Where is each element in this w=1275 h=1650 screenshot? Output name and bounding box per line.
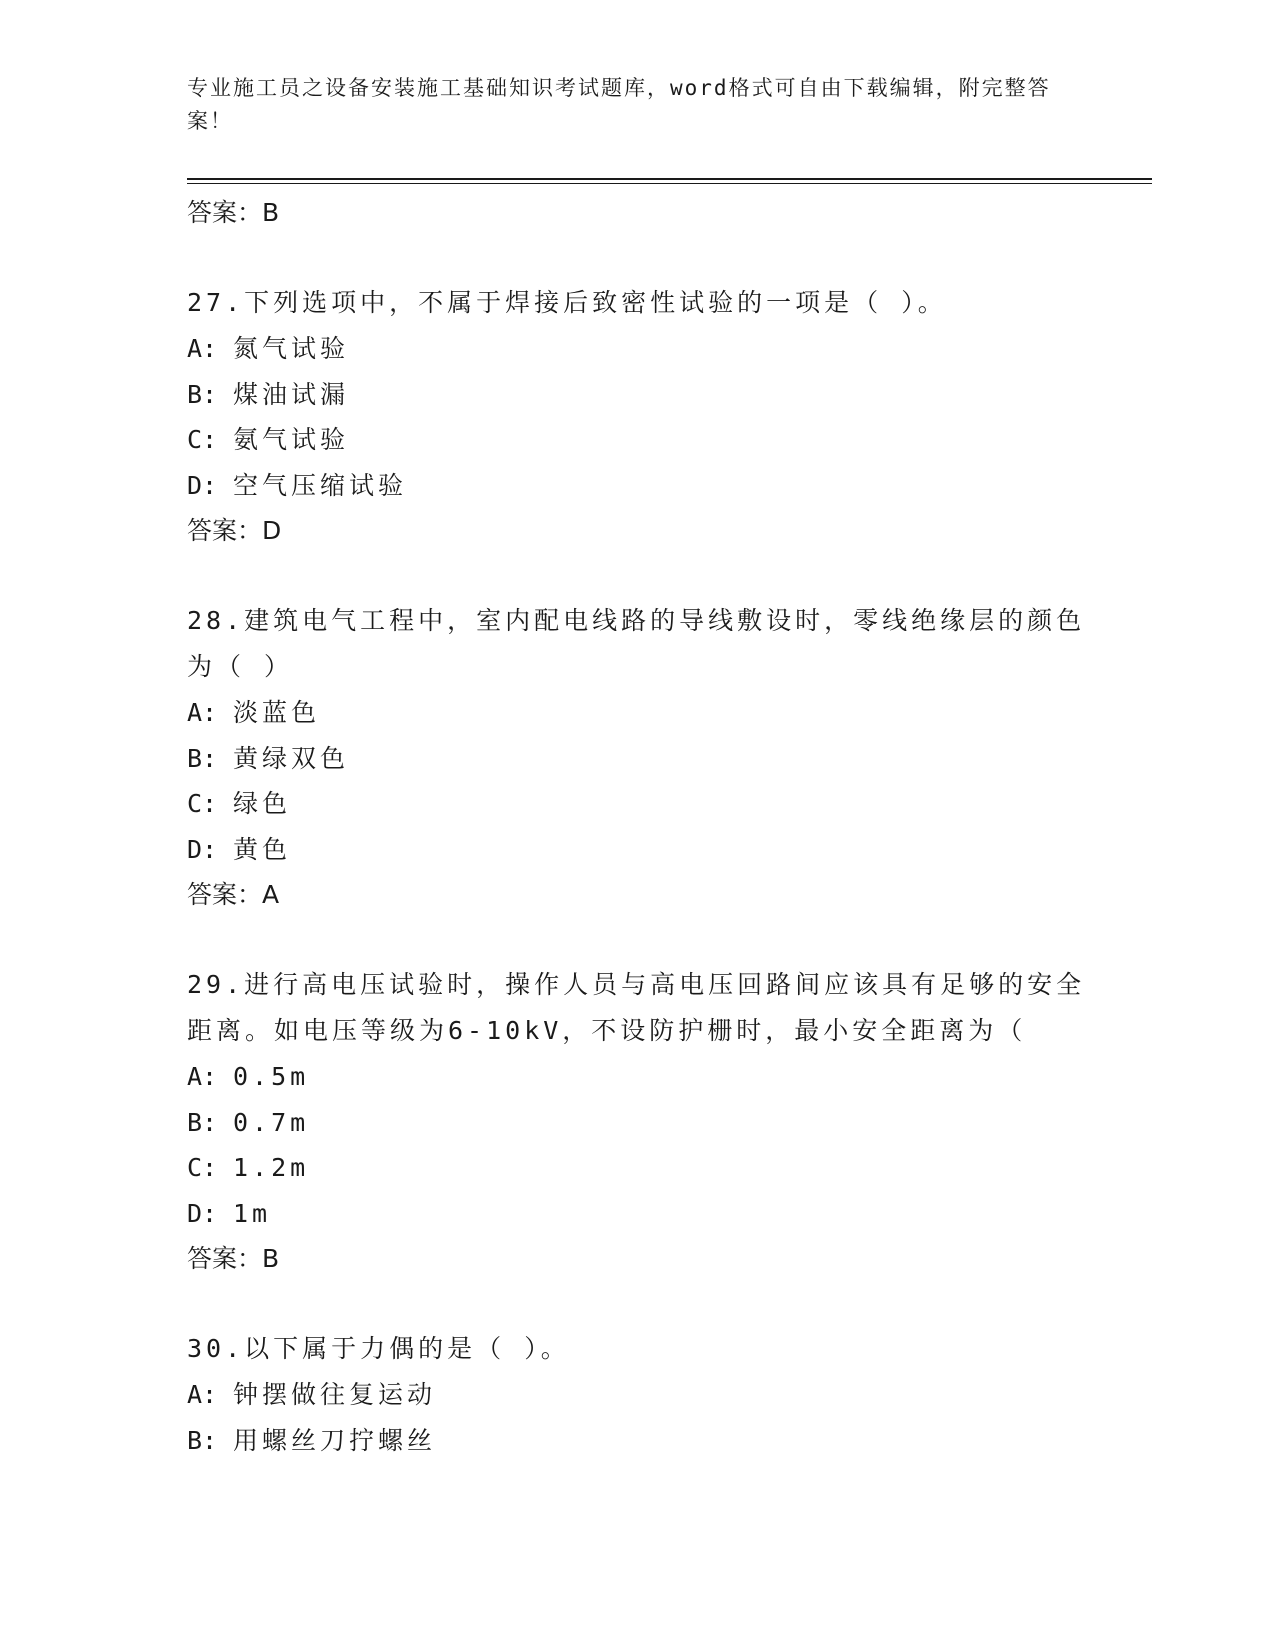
option-text: 黄色	[233, 834, 292, 864]
option-c	[187, 1145, 1087, 1191]
option-text: 黄绿双色	[233, 743, 350, 773]
option-text: 绿色	[233, 789, 292, 818]
answer-line: 答案：A	[187, 880, 280, 909]
header-rule-thin	[187, 183, 1152, 184]
option-text: 1.2m	[233, 1153, 310, 1182]
answer-line: 答案：D	[187, 516, 282, 545]
option-letter: C:	[187, 1153, 218, 1182]
option-text: 煤油试漏	[233, 379, 350, 409]
option-letter: A:	[187, 1062, 218, 1091]
option-b	[187, 372, 1087, 418]
question-stem: 27.下列选项中，不属于焊接后致密性试验的一项是（ ）。	[187, 288, 947, 317]
option-b	[187, 1100, 1087, 1146]
answer-line: 答案：B	[187, 1244, 280, 1273]
option-letter: C:	[187, 789, 218, 818]
option-a	[187, 690, 1087, 736]
option-d	[187, 827, 1087, 873]
question-stem: 30.以下属于力偶的是（ ）。	[187, 1334, 570, 1363]
option-letter: B:	[187, 743, 218, 773]
document-header: 专业施工员之设备安装施工基础知识考试题库，word格式可自由下载编辑，附完整答案！	[187, 76, 1051, 133]
option-letter: A:	[187, 334, 218, 363]
option-letter: B:	[187, 379, 218, 409]
option-letter: D:	[187, 1198, 218, 1228]
option-text: 0.5m	[233, 1062, 310, 1091]
option-letter: D:	[187, 834, 218, 864]
option-letter: A:	[187, 1380, 218, 1409]
option-letter: B:	[187, 1107, 218, 1137]
question-stem: 29.进行高电压试验时，操作人员与高电压回路间应该具有足够的安全距离。如电压等级为6-10kV，不设防护栅时，最小安全距离为（	[187, 970, 1086, 1045]
header-rule-thick	[187, 178, 1152, 180]
option-b	[187, 736, 1087, 782]
option-text: 用螺丝刀拧螺丝	[233, 1425, 437, 1455]
option-text: 淡蓝色	[233, 698, 321, 727]
option-text: 空气压缩试验	[233, 470, 408, 500]
question-block	[187, 598, 1087, 918]
option-c	[187, 417, 1087, 463]
question-stem: 28.建筑电气工程中，室内配电线路的导线敷设时，零线绝缘层的颜色为（ ）	[187, 606, 1086, 681]
question-block	[187, 962, 1087, 1282]
option-d	[187, 463, 1087, 509]
option-text: 1m	[233, 1198, 272, 1228]
option-text: 氨气试验	[233, 425, 350, 454]
option-a	[187, 1054, 1087, 1100]
option-text: 氮气试验	[233, 334, 350, 363]
option-letter: A:	[187, 698, 218, 727]
option-a	[187, 1372, 1087, 1418]
option-d	[187, 1191, 1087, 1237]
option-letter: D:	[187, 470, 218, 500]
option-letter: B:	[187, 1425, 218, 1455]
answer-line: 答案：B	[187, 198, 280, 227]
question-list	[187, 190, 1087, 1463]
option-text: 0.7m	[233, 1107, 310, 1137]
question-block	[187, 280, 1087, 554]
option-c	[187, 781, 1087, 827]
option-letter: C:	[187, 425, 218, 454]
option-b	[187, 1418, 1087, 1464]
option-text: 钟摆做往复运动	[233, 1380, 437, 1409]
question-block	[187, 1326, 1087, 1463]
option-a	[187, 326, 1087, 372]
